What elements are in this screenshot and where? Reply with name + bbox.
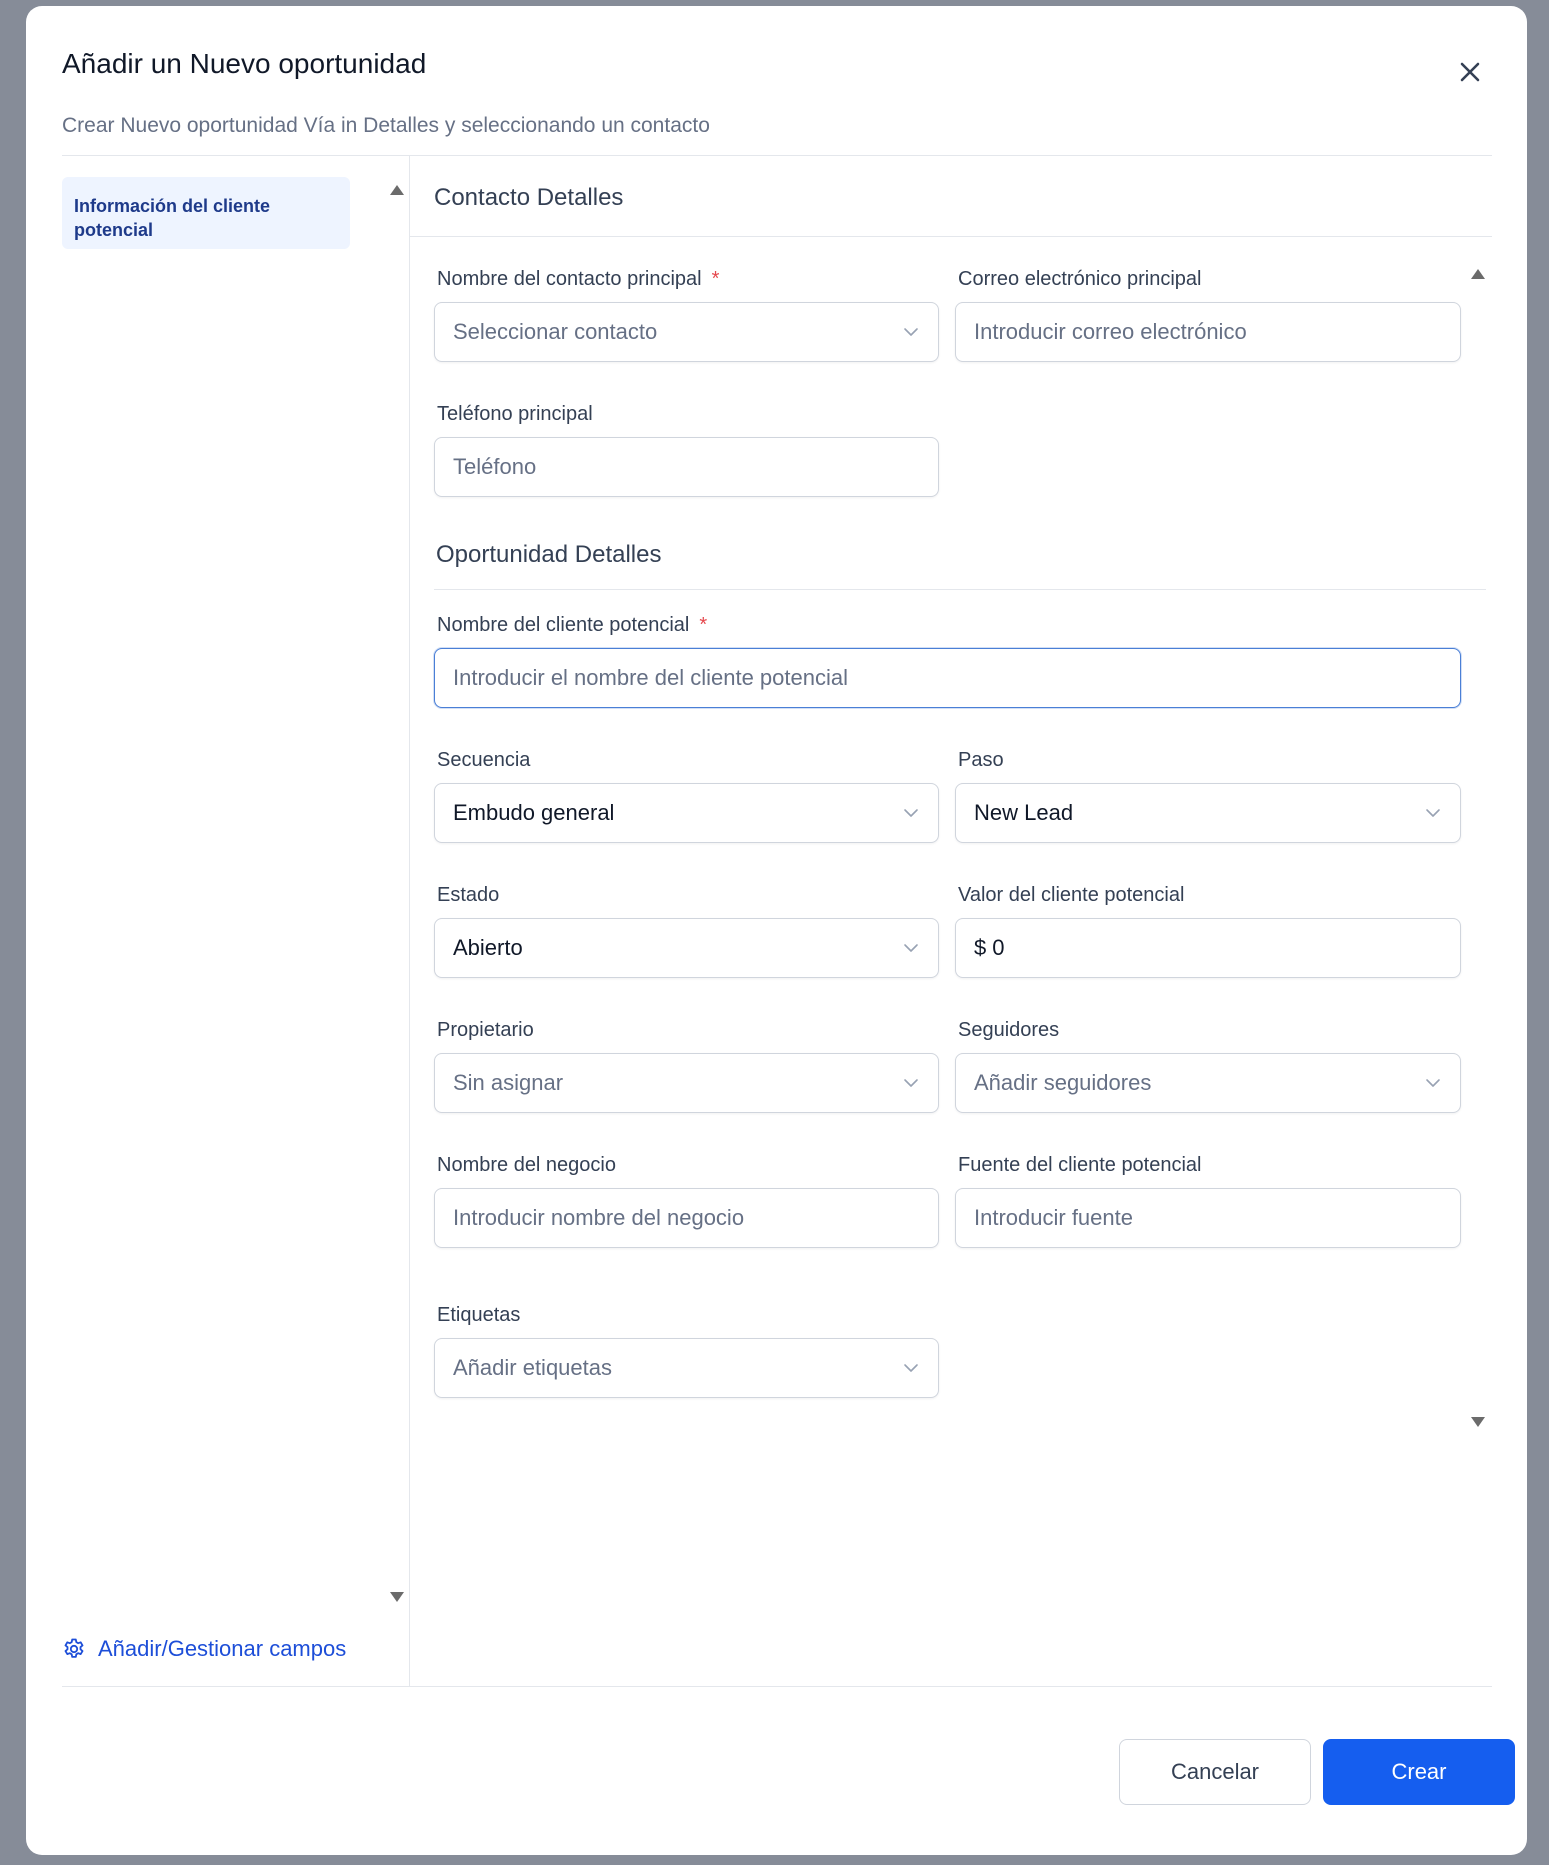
lead-source-placeholder: Introducir fuente [974,1205,1133,1230]
close-button[interactable] [1450,52,1490,92]
chevron-down-icon [1424,1074,1442,1092]
primary-email-placeholder: Introducir correo electrónico [974,319,1247,344]
chevron-down-icon [1424,804,1442,822]
lead-value-label: Valor del cliente potencial [958,884,1185,906]
tags-label: Etiquetas [437,1304,521,1326]
contact-section-title: Contacto Detalles [434,184,624,211]
sequence-select[interactable] [434,783,939,843]
sidebar-divider [409,156,410,1686]
primary-email-field[interactable] [955,302,1461,362]
primary-contact-placeholder: Seleccionar contacto [453,319,658,344]
owner-select[interactable] [434,1053,939,1113]
chevron-down-icon [902,1074,920,1092]
sequence-label: Secuencia [437,749,531,771]
add-manage-fields-link[interactable] [62,1634,346,1664]
primary-contact-select[interactable] [434,302,939,362]
footer-divider [62,1686,1492,1687]
modal-subtitle: Crear Nuevo oportunidad Vía in Detalles y seleccionando un contacto [62,114,710,137]
form-scroll-down-icon[interactable] [1470,1416,1486,1428]
lead-name-placeholder: Introducir el nombre del cliente potencial [453,665,849,690]
owner-placeholder: Sin asignar [453,1070,564,1095]
currency-symbol: $ [974,935,987,960]
lead-name-label [437,614,707,637]
primary-contact-label [437,268,719,291]
followers-label: Seguidores [958,1019,1060,1041]
owner-label: Propietario [437,1019,534,1041]
sidebar-scroll-up-icon[interactable] [389,184,405,196]
lead-value-amount: 0 [992,935,1005,960]
step-value: New Lead [974,800,1074,825]
tags-placeholder: Añadir etiquetas [453,1355,612,1380]
sidebar-item-lead-info[interactable]: Información del cliente potencial [62,177,350,249]
lead-name-field[interactable] [434,648,1461,708]
gear-icon [62,1637,86,1661]
primary-contact-label-text: Nombre del contacto principal [437,268,702,290]
lead-name-label-text: Nombre del cliente potencial [437,614,690,636]
sequence-value: Embudo general [453,800,615,825]
tags-select[interactable] [434,1338,939,1398]
business-name-label: Nombre del negocio [437,1154,616,1176]
lead-value-field[interactable] [955,918,1461,978]
form-scroll-up-icon[interactable] [1470,268,1486,280]
business-name-field[interactable] [434,1188,939,1248]
add-manage-fields-label: Añadir/Gestionar campos [98,1636,347,1661]
sidebar-scroll-down-icon[interactable] [389,1591,405,1603]
add-opportunity-modal [26,6,1527,1855]
chevron-down-icon [902,939,920,957]
primary-phone-label: Teléfono principal [437,403,593,425]
header-divider [62,155,1492,156]
required-marker: * [699,614,708,636]
followers-placeholder: Añadir seguidores [974,1070,1152,1095]
chevron-down-icon [902,804,920,822]
close-icon [1459,61,1481,83]
primary-email-label: Correo electrónico principal [958,268,1202,290]
step-label: Paso [958,749,1004,771]
status-label: Estado [437,884,500,906]
status-select[interactable] [434,918,939,978]
opportunity-section-title: Oportunidad Detalles [436,541,662,568]
chevron-down-icon [902,1359,920,1377]
opportunity-section-divider [434,589,1486,590]
lead-source-field[interactable] [955,1188,1461,1248]
chevron-down-icon [902,323,920,341]
primary-phone-field[interactable] [434,437,939,497]
modal-title: Añadir un Nuevo oportunidad [62,48,427,79]
lead-source-label: Fuente del cliente potencial [958,1154,1202,1176]
status-value: Abierto [453,935,523,960]
create-button[interactable]: Crear [1323,1739,1515,1805]
step-select[interactable] [955,783,1461,843]
primary-phone-placeholder: Teléfono [453,454,537,479]
business-name-placeholder: Introducir nombre del negocio [453,1205,745,1230]
followers-select[interactable] [955,1053,1461,1113]
required-marker: * [711,268,720,290]
contact-section-divider [410,236,1492,237]
cancel-button[interactable]: Cancelar [1119,1739,1311,1805]
